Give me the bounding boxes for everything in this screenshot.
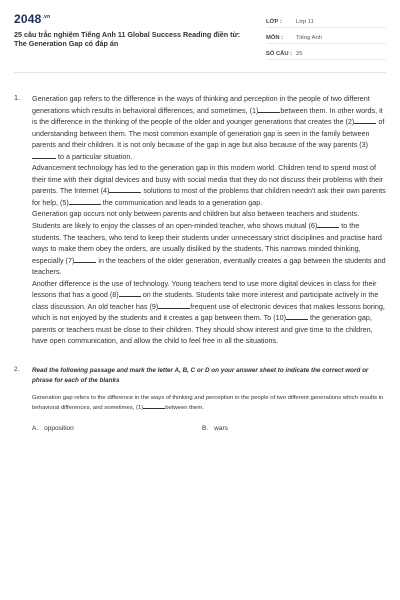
meta-value: Lớp 11 xyxy=(296,19,314,25)
meta-row-subject xyxy=(266,28,386,44)
question-2-body xyxy=(32,366,386,432)
passage-text: Generation gap refers to the difference in the ways of thinking and perception in the people of two different generations which results in behavioral differences, and sometimes, (1) xyxy=(32,94,370,115)
blank-9 xyxy=(158,301,190,309)
passage-text: to a particular situation. xyxy=(56,151,133,161)
paragraph xyxy=(32,162,386,208)
question-instruction: Read the following passage and mark the letter A, B, C or D on your answer sheet to indicate the correct word or phrase for each of the blanks xyxy=(32,367,369,384)
logo-suffix: .vn xyxy=(42,14,51,20)
blank-4 xyxy=(109,185,141,193)
question-2 xyxy=(14,366,386,432)
paragraph xyxy=(32,208,386,277)
blank-3 xyxy=(32,151,56,159)
blank-5 xyxy=(69,197,101,205)
passage-text: Advancement technology has led to the generation gap in this modern world. Children tend to spend most of their time with their digital devices and busy with social media that they do not discuss their problems with their parents. The Internet (4) xyxy=(32,163,384,196)
blank-1 xyxy=(143,402,165,409)
passage-text: on the students. Students take more interest and participate actively in the class discussion. An old teacher has (9) xyxy=(32,290,379,311)
meta-label: SỐ CÂU : xyxy=(266,51,293,57)
option-text: opposition xyxy=(44,424,74,432)
header-left xyxy=(14,12,244,72)
passage-text: frequent use of electronic devices that makes lessons boring, which is not enjoyed by the students and it creates a gap between them. To (10) xyxy=(32,301,385,323)
passage-text: the communication and leads to a generation gap. xyxy=(100,197,263,207)
question-number: 2. xyxy=(14,366,20,374)
document-title: 25 câu trắc nghiệm Tiếng Anh 11 Global Success Reading điền từ: The Generation Gap có đáp án xyxy=(14,30,241,48)
option-letter: B. xyxy=(202,424,209,432)
question-passage xyxy=(32,394,386,413)
meta-label: LỚP : xyxy=(266,19,282,25)
option-text: wars xyxy=(214,424,228,432)
blank-8 xyxy=(119,289,141,297)
header xyxy=(14,12,386,73)
content xyxy=(14,73,386,432)
passage-text: between them. In other words, it is the difference in the thinking of the people of the older and younger generations that creates the (2) xyxy=(32,105,383,127)
question-1 xyxy=(14,93,386,347)
passage-text: in the teachers of the older generation, eventually creates a gap between the students and teachers. xyxy=(32,255,386,277)
passage-text: the generation gap, parents or teachers must be close to their children. They should show interest and give time to the children, have open communication, and allow the child to feel free in all the situations. xyxy=(32,313,373,346)
meta-value: 25 xyxy=(296,51,303,57)
passage-text: between them. xyxy=(165,405,204,412)
logo-text: 2048 xyxy=(14,12,42,26)
meta-row-class xyxy=(266,12,386,28)
option-letter: A. xyxy=(32,424,39,432)
paragraph xyxy=(32,93,386,162)
option-b[interactable] xyxy=(202,425,372,432)
passage-text: to the students. The teachers, who tend to keep their students under unnecessary strict disciplines and practise hard ways to make them obey the orders, are usually disliked by the students. This narrows minded thinking, especially (7) xyxy=(32,221,382,265)
blank-6 xyxy=(317,220,339,228)
answer-options xyxy=(32,425,386,432)
passage-text: Generation gap occurs not only between parents and children but also between teachers and students. Students are likely to enjoy the classes of an open-minded teacher, who shows mutual (6) xyxy=(32,209,360,231)
blank-7 xyxy=(74,255,96,263)
paragraph xyxy=(32,278,386,347)
passage-text: of understanding between them. The most common example of generation gap is seen in the family between parents and their children. It is not only because of the gap in age but also because of the way parents (3) xyxy=(32,117,385,150)
question-passage xyxy=(32,93,386,347)
meta-value: Tiếng Anh xyxy=(296,35,322,41)
passage-text: Another difference is the use of technology. Young teachers tend to use more digital devices in class for their lessons that has a good (8) xyxy=(32,278,377,300)
site-logo[interactable] xyxy=(14,12,244,26)
blank-10 xyxy=(286,312,308,320)
option-a[interactable] xyxy=(32,425,202,432)
meta-label: MÔN : xyxy=(266,35,284,41)
passage-text: solutions to most of the problems that children needn't ask their own parents for help, (5) xyxy=(32,186,386,207)
meta-table xyxy=(266,12,386,72)
meta-row-count xyxy=(266,44,386,60)
blank-2 xyxy=(354,116,376,124)
blank-1 xyxy=(258,105,280,113)
passage-text: Generation gap refers to the difference in the ways of thinking and perception in the people of two different generations which results in behavioral differences, and sometimes, (1) xyxy=(32,394,384,412)
question-number: 1. xyxy=(14,93,20,102)
